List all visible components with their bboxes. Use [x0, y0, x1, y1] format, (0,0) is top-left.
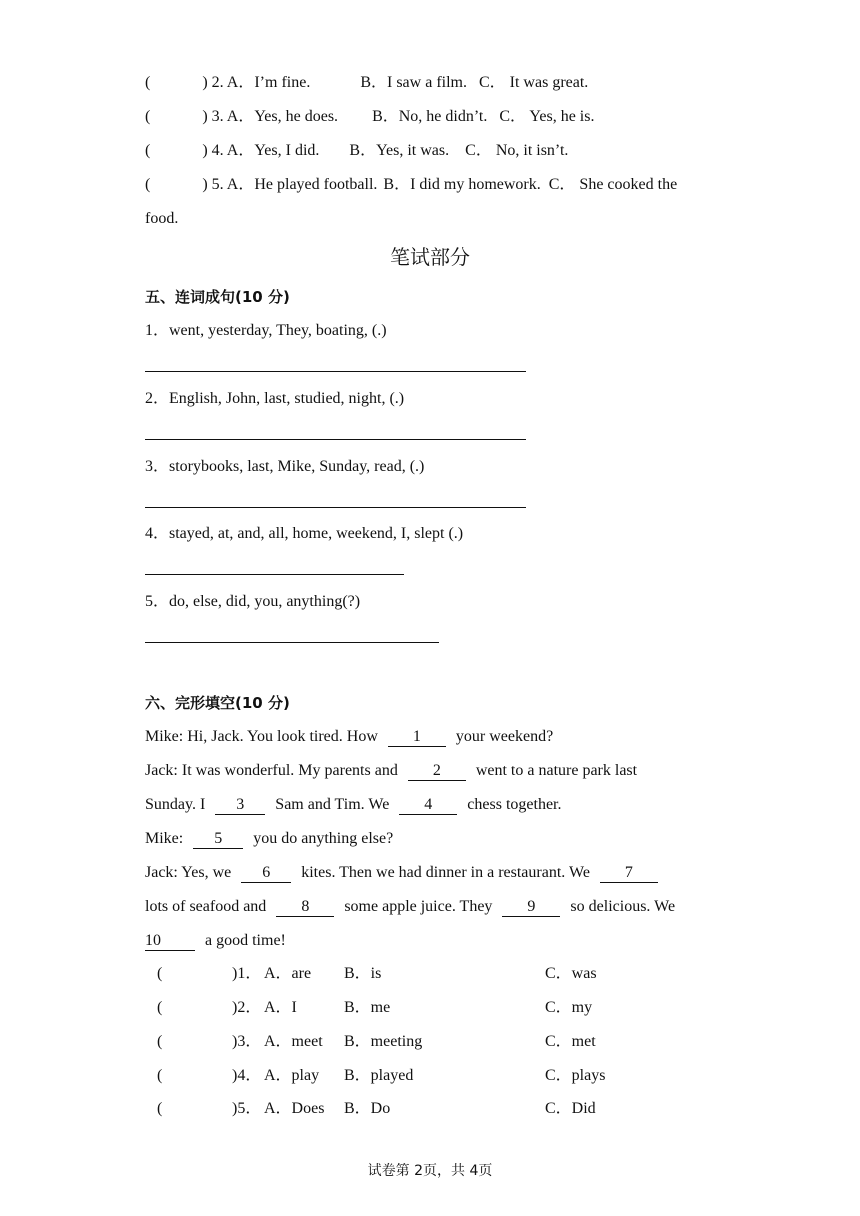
cloze-blank-5[interactable]: 5 — [193, 830, 243, 849]
answer-paren[interactable]: ( — [157, 1100, 163, 1117]
passage-line-4: Mike: 5 you do anything else? — [145, 830, 394, 847]
cloze-blank-9[interactable]: 9 — [502, 898, 560, 917]
s5-answer-line-3[interactable] — [145, 507, 526, 508]
passage-line-2: Jack: It was wonderful. My parents and 2 went to a nature park last — [145, 762, 638, 779]
s5-answer-line-5[interactable] — [145, 642, 439, 643]
section5-heading: 五、连词成句(10 分) — [145, 288, 290, 306]
option-a[interactable]: A．are — [264, 965, 312, 982]
s5-item-3: 3．storybooks, last, Mike, Sunday, read, (.) — [145, 458, 425, 475]
s5-item-1: 1．went, yesterday, They, boating, (.) — [145, 322, 387, 339]
s5-answer-line-2[interactable] — [145, 439, 526, 440]
answer-paren[interactable]: ( — [145, 142, 151, 159]
s5-item-2: 2．English, John, last, studied, night, (.) — [145, 390, 405, 407]
option-a[interactable]: A．play — [264, 1067, 320, 1084]
cloze-blank-7[interactable]: 7 — [600, 864, 658, 883]
listening-tail: food. — [145, 210, 179, 227]
answer-paren[interactable]: ( — [157, 965, 163, 982]
cloze-blank-4[interactable]: 4 — [399, 796, 457, 815]
passage-line-3: Sunday. I 3 Sam and Tim. We 4 chess together. — [145, 796, 562, 813]
written-part-title: 笔试部分 — [390, 245, 470, 269]
option-a[interactable]: A．I — [264, 999, 297, 1016]
passage-line-1: Mike: Hi, Jack. You look tired. How 1 your weekend? — [145, 728, 554, 745]
passage-line-5: Jack: Yes, we 6 kites. Then we had dinner in a restaurant. We 7 — [145, 863, 664, 883]
option-c[interactable]: C．met — [545, 1033, 596, 1050]
passage-line-7: 10 a good time! — [145, 932, 286, 949]
answer-paren[interactable]: ( — [145, 74, 151, 91]
cloze-blank-2[interactable]: 2 — [408, 762, 466, 781]
option-c[interactable]: C．Did — [545, 1100, 596, 1117]
cloze-blank-1[interactable]: 1 — [388, 728, 446, 747]
answer-paren[interactable]: ( — [145, 108, 151, 125]
s5-answer-line-1[interactable] — [145, 371, 526, 372]
answer-paren[interactable]: ( — [157, 1067, 163, 1084]
cloze-blank-8[interactable]: 8 — [276, 898, 334, 917]
option-a[interactable]: A．Does — [264, 1100, 325, 1117]
page-footer: 试卷第 2页，共 4页 — [367, 1163, 493, 1179]
answer-paren[interactable]: ( — [157, 999, 163, 1016]
answer-paren[interactable]: ( — [157, 1033, 163, 1050]
option-c[interactable]: C．my — [545, 999, 593, 1016]
s5-item-5: 5．do, else, did, you, anything(?) — [145, 593, 361, 610]
listening-q4: ( ) 4. A．Yes, I did. B．Yes, it was. C． No, it isn’t. — [145, 142, 569, 159]
option-b[interactable]: B．played — [344, 1067, 414, 1084]
passage-line-6: lots of seafood and 8 some apple juice. They 9 so delicious. We — [145, 898, 676, 915]
cloze-blank-6[interactable]: 6 — [241, 864, 291, 883]
listening-q5: ( ) 5. A．He played football. B．I did my homework. C． She cooked the — [145, 176, 678, 193]
option-b[interactable]: B．is — [344, 965, 382, 982]
option-c[interactable]: C．was — [545, 965, 597, 982]
cloze-blank-3[interactable]: 3 — [215, 796, 265, 815]
cloze-blank-10[interactable]: 10 — [145, 932, 195, 951]
listening-q2: ( ) 2. A．I’m fine. B．I saw a film. C． It was great. — [145, 74, 589, 91]
answer-paren[interactable]: ( — [145, 176, 151, 193]
option-c[interactable]: C．plays — [545, 1067, 606, 1084]
option-b[interactable]: B．me — [344, 999, 391, 1016]
section6-heading: 六、完形填空(10 分) — [145, 694, 290, 712]
option-a[interactable]: A．meet — [264, 1033, 323, 1050]
option-b[interactable]: B．meeting — [344, 1033, 423, 1050]
listening-q3: ( ) 3. A．Yes, he does. B．No, he didn’t. C． Yes, he is. — [145, 108, 595, 125]
s5-answer-line-4[interactable] — [145, 574, 404, 575]
s5-item-4: 4．stayed, at, and, all, home, weekend, I, slept (.) — [145, 525, 464, 542]
option-b[interactable]: B．Do — [344, 1100, 391, 1117]
